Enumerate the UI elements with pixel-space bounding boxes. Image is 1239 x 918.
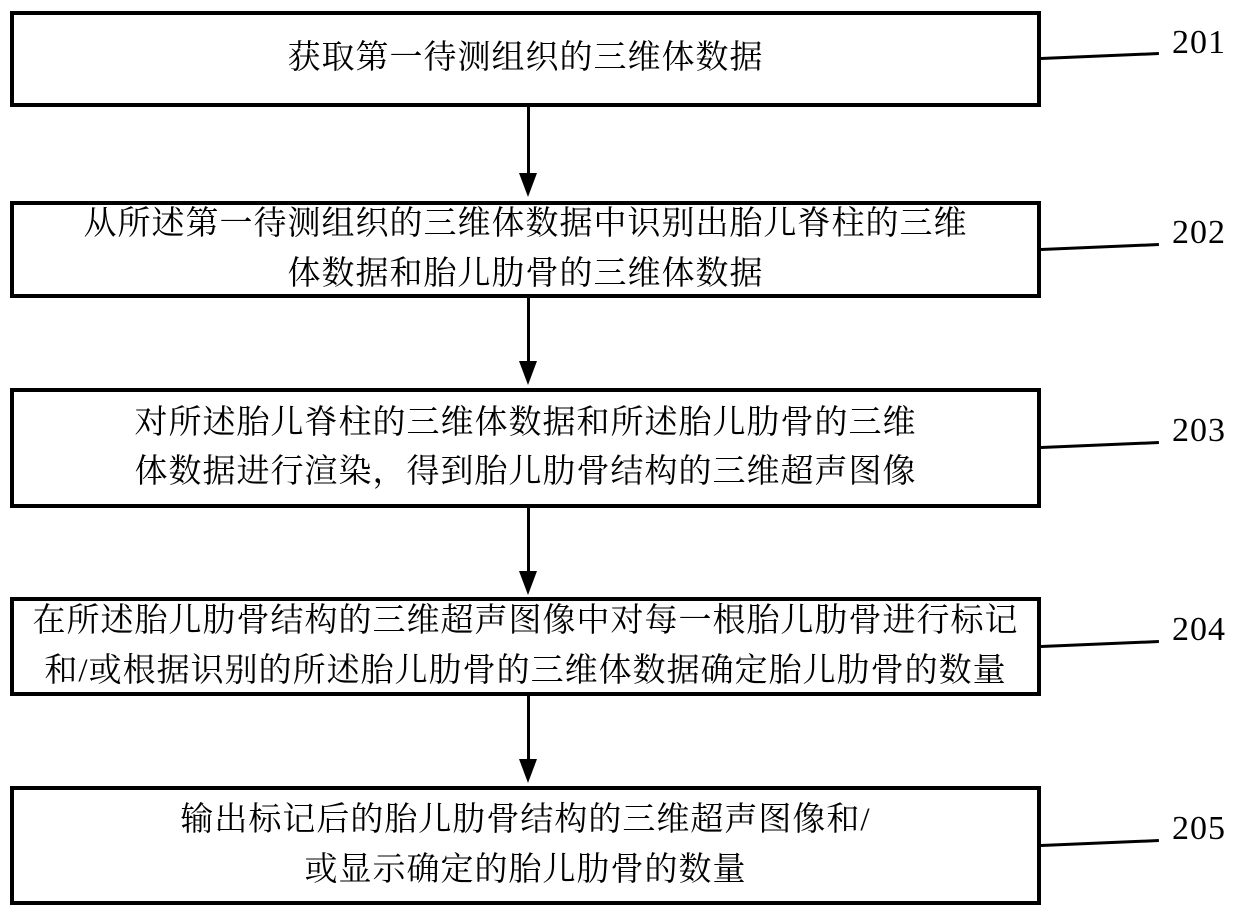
arrow-head [519,571,537,595]
flow-step-text: 或显示确定的胎儿肋骨的数量 [304,851,747,888]
arrow-stem [527,508,530,573]
flow-step-box-202 [10,201,1041,298]
down-arrow-icon [519,696,537,783]
flow-step-text: 在所述胎儿肋骨结构的三维超声图像中对每一根胎儿肋骨进行标记 [32,603,1019,639]
arrow-head [519,173,537,197]
ref-label-202: 202 [1172,214,1226,251]
flow-step-box-204 [10,597,1041,696]
flow-step-text: 和/或根据识别的所述胎儿肋骨的三维体数据确定胎儿肋骨的数量 [44,652,1007,689]
flow-step-text: 获取第一待测组织的三维体数据 [287,40,764,77]
flow-step-box-203 [10,388,1041,508]
flow-step-box-201 [10,11,1041,107]
flow-step-box-205 [10,786,1041,905]
ref-connector-line-205 [1041,839,1159,847]
ref-connector-line-203 [1041,441,1159,449]
flow-step-text: 从所述第一待测组织的三维体数据中识别出胎儿脊柱的三维 [83,206,968,242]
down-arrow-icon [519,298,537,385]
flow-step-text: 体数据和胎儿肋骨的三维体数据 [287,255,764,292]
arrow-stem [527,107,530,175]
down-arrow-icon [519,508,537,595]
ref-connector-line-201 [1041,52,1159,60]
ref-label-205: 205 [1172,810,1226,847]
ref-label-201: 201 [1172,24,1226,61]
flow-step-text: 对所述胎儿脊柱的三维体数据和所述胎儿肋骨的三维 [134,404,917,441]
ref-label-204: 204 [1172,611,1226,648]
down-arrow-icon [519,107,537,197]
ref-connector-line-204 [1041,640,1159,648]
arrow-head [519,361,537,385]
flow-step-text: 输出标记后的胎儿肋骨结构的三维超声图像和/ [180,802,871,838]
arrow-stem [527,298,530,363]
ref-connector-line-202 [1041,243,1159,251]
arrow-stem [527,696,530,761]
ref-label-203: 203 [1172,412,1226,449]
flow-step-text: 体数据进行渲染，得到胎儿肋骨结构的三维超声图像 [134,454,917,490]
arrow-head [519,759,537,783]
